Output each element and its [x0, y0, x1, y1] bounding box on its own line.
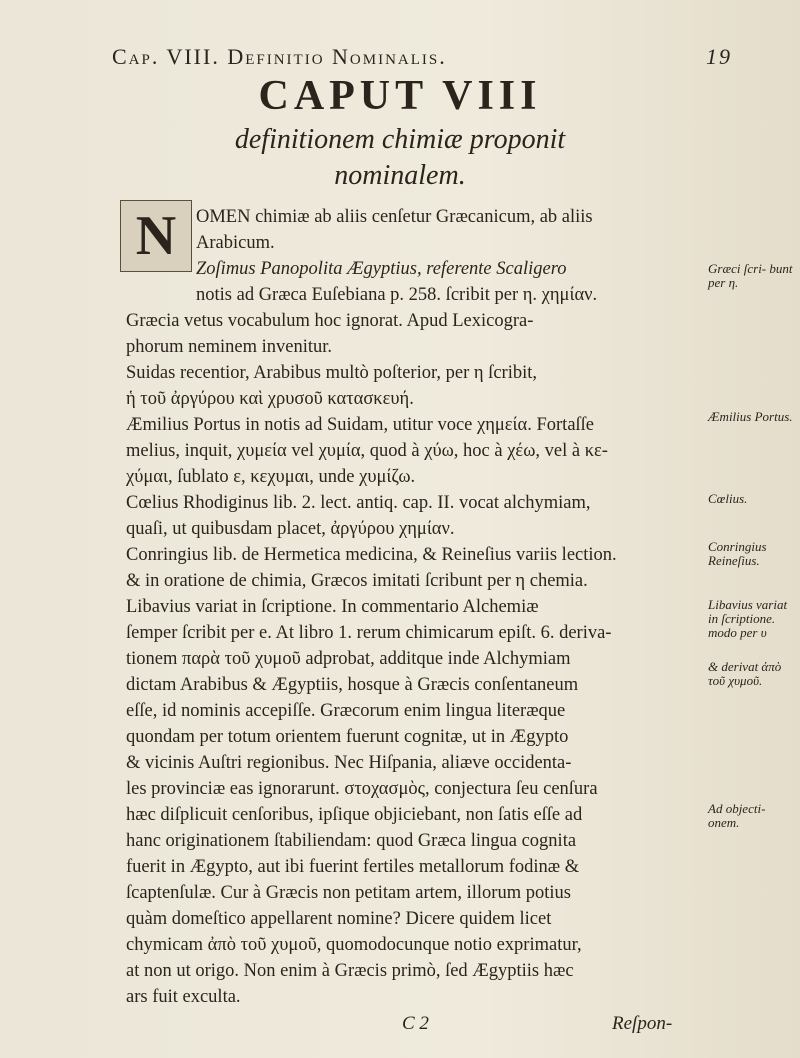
text-line: dictam Arabibus & Ægyptiis, hosque à Græcis conſentaneum — [126, 675, 579, 695]
text-line: Arabicum. — [196, 233, 275, 253]
text-line: & in oratione de chimia, Græcos imitati ſcribunt per η chemia. — [126, 571, 588, 591]
text-line: OMEN chimiæ ab aliis cenſetur Græcanicum, ab aliis — [196, 207, 593, 227]
text-line: hæc diſplicuit cenſoribus, ipſique objiciebant, non ſatis eſſe ad — [126, 805, 583, 825]
chapter-subtitle-2: nominalem. — [334, 160, 466, 191]
text-line: Cœlius Rhodiginus lib. 2. lect. antiq. cap. II. vocat alchymiam, — [126, 493, 591, 513]
text-line: melius, inquit, χυμεία vel χυμία, quod à χύω, hoc à χέω, vel à κε- — [126, 441, 608, 461]
margin-note: Cœlius. — [708, 491, 748, 506]
catchword: Reſpon- — [612, 1013, 673, 1034]
running-head-text: Cap. VIII. Definitio Nominalis. — [112, 44, 447, 69]
page-number: 19 — [706, 44, 732, 69]
text-line: Conringius lib. de Hermetica medicina, & Reineſius variis lection. — [126, 545, 617, 565]
decorated-initial: N — [120, 200, 192, 272]
signature-mark: C 2 — [402, 1013, 429, 1034]
text-line: chymicam ἀπὸ τοῦ χυμοῦ, quomodocunque notio exprimatur, — [126, 935, 582, 955]
text-line: Suidas recentior, Arabibus multò poſterior, per η ſcribit, — [126, 363, 537, 383]
text-line: phorum neminem invenitur. — [126, 337, 333, 357]
chapter-subtitle-1: definitionem chimiæ proponit — [234, 124, 566, 155]
text-line: Græcia vetus vocabulum hoc ignorat. Apud Lexicogra- — [126, 311, 534, 331]
margin-note: Libavius variat in ſcriptione. modo per υ — [708, 597, 788, 640]
text-line: ars fuit exculta. — [126, 987, 241, 1007]
text-line: les provinciæ eas ignorarunt. στοχασμὸς, conjectura ſeu cenſura — [126, 779, 598, 799]
text-line: quaſi, ut quibusdam placet, ἀργύρου χημίαν. — [126, 519, 455, 539]
text-line: at non ut origo. Non enim à Græcis primò, ſed Ægyptiis hæc — [126, 961, 574, 981]
text-line: tionem παρὰ τοῦ χυμοῦ adprobat, additque inde Alchymiam — [126, 649, 571, 669]
margin-note: & derivat ἀπὸ τοῦ χυμοῦ. — [708, 659, 782, 688]
margin-note: Græci ſcri- bunt per η. — [708, 261, 793, 290]
text-line: eſſe, id nominis accepiſſe. Græcorum enim lingua literæque — [126, 701, 566, 721]
text-line: ἡ τοῦ ἀργύρου καὶ χρυσοῦ κατασκευή. — [126, 389, 414, 409]
text-line: Æmilius Portus in notis ad Suidam, utitur voce χημεία. Fortaſſe — [126, 415, 595, 435]
text-line: & vicinis Auſtri regionibus. Nec Hiſpania, aliæve occidenta- — [126, 753, 572, 773]
text-line: fuerit in Ægypto, aut ibi fuerint fertiles metallorum fodinæ & — [126, 857, 580, 877]
text-line: Libavius variat in ſcriptione. In commentario Alchemiæ — [126, 597, 539, 617]
text-line: hanc originationem ſtabiliendam: quod Græca lingua cognita — [126, 831, 577, 851]
text-line: ſemper ſcribit per e. At libro 1. rerum chimicarum epiſt. 6. deriva- — [126, 623, 612, 643]
margin-note: Æmilius Portus. — [708, 409, 793, 424]
text-line: quàm domeſtico appellarent nomine? Dicere quidem licet — [126, 909, 552, 929]
margin-note: Ad objecti- onem. — [708, 801, 766, 830]
text-line: χύμαι, ſublato ε, κεχυμαι, unde χυμίζω. — [126, 467, 416, 487]
margin-note: Conringius Reineſius. — [708, 539, 767, 568]
text-line: quondam per totum orientem fuerunt cognitæ, ut in Ægypto — [126, 727, 569, 747]
chapter-title: CAPUT VIII — [258, 73, 542, 119]
running-head — [112, 44, 732, 70]
text-line: notis ad Græca Euſebiana p. 258. ſcribit per η. χημίαν. — [196, 285, 598, 305]
text-line: ſcaptenſulæ. Cur à Græcis non petitam artem, illorum potius — [126, 883, 571, 903]
text-line: Zoſimus Panopolita Ægyptius, referente Scaligero — [196, 259, 567, 279]
